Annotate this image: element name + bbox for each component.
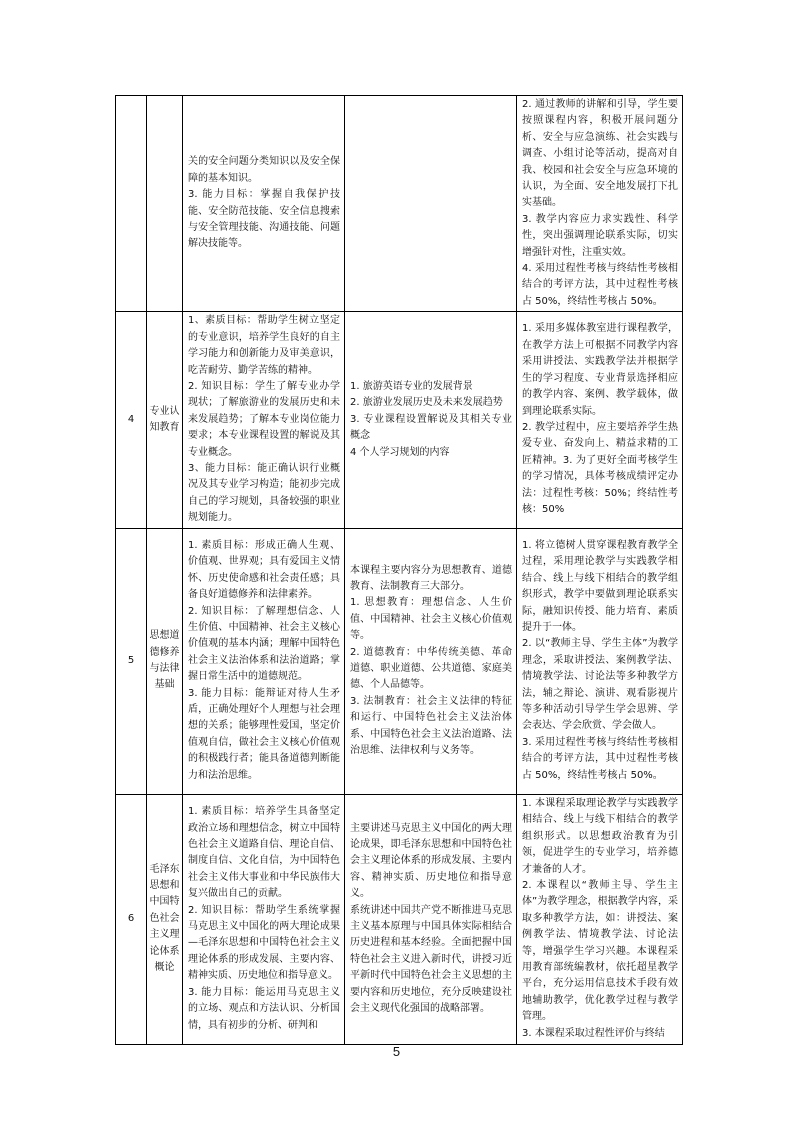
course-content (345, 794, 517, 1044)
requirement-item: 3. 教学内容应力求实践性、科学性，突出强调理论联系实际，切实增强针对性，注重实效。 (522, 213, 678, 258)
teaching-requirements (517, 312, 683, 528)
content-item: 3. 法制教育：社会主义法律的特征和运行、中国特色社会主义法治体系、中国特色社会主义法治道路、法治思维、法律权利与义务等。 (350, 695, 512, 757)
course-name: 思想道德修养与法律基础 (147, 528, 183, 794)
course-name (147, 96, 183, 312)
course-content (345, 312, 517, 528)
goal-item: 1、素质目标：帮助学生树立坚定的专业意识，培养学生良好的自主学习能力和创新能力及审美意识，吃苦耐劳、勤学苦练的精神。 (188, 315, 340, 376)
course-goals (183, 96, 345, 312)
row-number: 6 (116, 794, 147, 1044)
requirement-item: 2. 教学过程中，应主要培养学生热爱专业、奋发向上、精益求精的工匠精神。3. 为了更好全面考核学生的学习情况，具体考核成绩评定办法：过程性考核：50%；终结性考核：50% (522, 421, 678, 515)
requirement-item: 2. 通过教师的讲解和引导，学生要按照课程内容，积极开展问题分析、安全与应急演练、社会实践与调查、小组讨论等活动，提高对自我、校园和社会安全与应急环境的认识，为全面、安全地发展打下扎实基础。 (522, 99, 678, 209)
course-goals (183, 312, 345, 528)
requirement-item: 2. 以“教师主导、学生主体”为教学理念，采取讲授法、案例教学法、情境教学法、讨论法等多种教学方法，辅之辩论、演讲、观看影视片等多种活动引导学生学会思辨、学会表达、学会欣赏、学会做人。 (522, 638, 678, 732)
goal-item: 2. 知识目标：帮助学生系统掌握马克思主义中国化的两大理论成果—毛泽东思想和中国特色社会主义理论体系的形成发展、主要内容、精神实质、历史地位和指导意义。 (188, 904, 340, 982)
content-item: 系统讲述中国共产党不断推进马克思主义基本原理与中国具体实际相结合历史进程和基本经验。全面把握中国特色社会主义进入新时代，讲授习近平新时代中国特色社会主义思想的主要内容和历史地位，充分反映建设社会主义现代化强国的战略部署。 (350, 904, 512, 1015)
content-item: 1. 思想教育：理想信念、人生价值、中国精神、社会主义核心价值观等。 (350, 597, 512, 642)
table-row (116, 528, 683, 794)
teaching-requirements (517, 96, 683, 312)
course-table (115, 95, 683, 1045)
requirement-item: 1. 将立德树人贯穿课程教育教学全过程，采用理论教学与实践教学相结合、线上与线下相结合的教学组织形式，教学中要做到理论联系实际，融知识传授、能力培育、素质提升于一体。 (522, 540, 678, 634)
content-item: 3. 专业课程设置解说及其相关专业概念 (350, 413, 512, 442)
goal-item: 3. 能力目标：掌握自我保护技能、安全防范技能、安全信息搜索与安全管理技能、沟通技能、问题解决技能等。 (188, 189, 340, 250)
requirement-item: 3. 本课程采取过程性评价与终结 (522, 1027, 665, 1039)
goal-item: 2. 知识目标：了解理想信念、人生价值、中国精神、社会主义核心价值观的基本内涵；理解中国特色社会主义法治体系和法治道路；掌握日常生活中的道德规范。 (188, 605, 340, 683)
course-goals (183, 528, 345, 794)
course-name: 专业认知教育 (147, 312, 183, 528)
requirement-item: 1. 采用多媒体教室进行课程教学，在教学方法上可根据不同教学内容采用讲授法、实践教学法并根据学生的学习程度、专业背景选择相应的教学内容、案例、教学载体，做到理论联系实际。 (522, 323, 678, 417)
course-goals (183, 794, 345, 1044)
content-item: 1. 旅游英语专业的发展背景 (350, 380, 473, 392)
goal-item: 3. 能力目标：能辩证对待人生矛盾，正确处理好个人理想与社会理想的关系；能够理性爱国，坚定价值观自信，做社会主义核心价值观的积极践行者；能具备道德判断能力和法治思维。 (188, 687, 340, 781)
row-number (116, 96, 147, 312)
course-name: 毛泽东思想和中国特色社会主义理论体系概论 (147, 794, 183, 1044)
goal-item: 3、能力目标：能正确认识行业概况及其专业学习构造；能初步完成自己的学习规划，具备较强的职业规划能力。 (188, 462, 340, 524)
row-number: 4 (116, 312, 147, 528)
content-item: 2. 旅游业发展历史及未来发展趋势 (350, 397, 503, 409)
goal-item: 3. 能力目标：能运用马克思主义的立场、观点和方法认识、分析国情，具有初步的分析、研判和 (188, 986, 340, 1031)
requirement-item: 4. 采用过程性考核与终结性考核相结合的考评方法，其中过程性考核占 50%，终结性考核占 50%。 (522, 263, 678, 307)
teaching-requirements (517, 794, 683, 1044)
goal-item: 1. 素质目标：培养学生具备坚定政治立场和理想信念，树立中国特色社会主义道路自信、理论自信、制度自信、文化自信，为中国特色社会主义伟大事业和中华民族伟大复兴做出自己的贡献。 (188, 806, 340, 900)
goal-item: 关的安全问题分类知识以及安全保障的基本知识。 (188, 156, 340, 184)
content-item: 本课程主要内容分为思想教育、道德教育、法制教育三大部分。 (350, 564, 512, 593)
requirement-item: 1. 本课程采取理论教学与实践教学相结合、线上与线下相结合的教学组织形式。以思想政治教育为引领，促进学生的专业学习，培养德才兼备的人才。 (522, 798, 678, 875)
goal-item: 1. 素质目标：形成正确人生观、价值观、世界观；具有爱国主义情怀、历史使命感和社会责任感；具备良好道德修养和法律素养。 (188, 540, 340, 601)
content-item: 4 个人学习规划的内容 (350, 446, 450, 458)
table-row (116, 794, 683, 1044)
table-row (116, 312, 683, 528)
teaching-requirements (517, 528, 683, 794)
course-content (345, 96, 517, 312)
goal-item: 2. 知识目标：学生了解专业办学现状；了解旅游业的发展历史和未来发展趋势；了解本专业岗位能力要求；本专业课程设置的解说及其专业概念。 (188, 380, 340, 458)
page-number: 5 (392, 1044, 401, 1059)
row-number: 5 (116, 528, 147, 794)
table-row (116, 96, 683, 312)
content-item: 主要讲述马克思主义中国化的两大理论成果，即毛泽东思想和中国特色社会主义理论体系的形成发展、主要内容、精神实质、历史地位和指导意义。 (350, 822, 512, 900)
requirement-item: 2. 本课程以“教师主导、学生主体”为教学理念，根据教学内容，采取多种教学方法，如：讲授法、案例教学法、情境教学法、讨论法等，增强学生学习兴趣。本课程采用教育部统编教材，依托超星教学平台，充分运用信息技术手段有效地辅助教学，优化教学过程与教学管理。 (522, 880, 678, 1023)
content-item: 2. 道德教育：中华传统美德、革命道德、职业道德、公共道德、家庭美德、个人品德等。 (350, 646, 512, 691)
course-content (345, 528, 517, 794)
requirement-item: 3. 采用过程性考核与终结性考核相结合的考评方法，其中过程性考核占 50%，终结性考核占 50%。 (522, 736, 678, 781)
